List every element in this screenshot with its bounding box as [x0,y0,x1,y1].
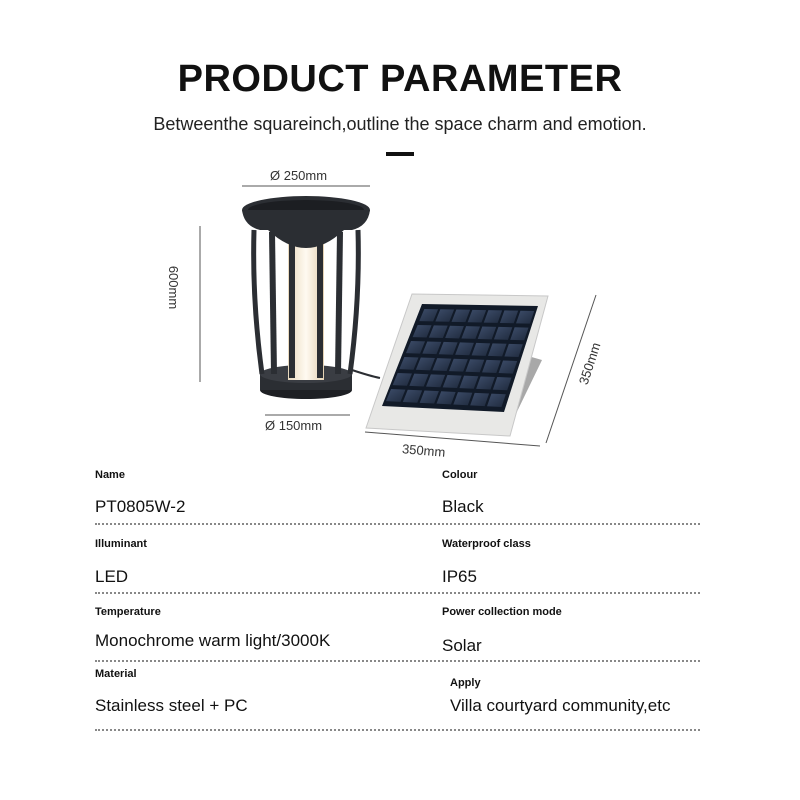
row-divider [95,729,700,731]
spec-value-colour: Black [442,497,484,516]
spec-label-material: Material [95,668,137,680]
product-figure [166,160,630,470]
panel-height-label: 350mm [575,340,604,387]
row-divider [95,523,700,525]
lamp-height-label: 600mm [166,265,182,310]
title-underline [386,152,414,156]
spec-label-apply: Apply [450,677,481,689]
spec-label-illuminant: Illuminant [95,538,147,550]
lamp-graphic [242,196,380,399]
spec-value-apply: Villa courtyard community,etc [450,696,671,715]
spec-value-name: PT0805W-2 [95,497,186,516]
spec-value-temperature: Monochrome warm light/3000K [95,631,331,650]
spec-label-power: Power collection mode [442,606,562,618]
panel-width-label: 350mm [401,441,446,460]
spec-value-waterproof: IP65 [442,567,477,586]
spec-label-name: Name [95,469,125,481]
spec-label-waterproof: Waterproof class [442,538,531,550]
row-divider [95,660,700,662]
dim-line-panel-w [365,432,540,446]
row-divider [95,592,700,594]
product-illustration [170,160,630,470]
page-subtitle: Betweenthe squareinch,outline the space charm and emotion. [153,114,647,134]
spec-value-power: Solar [442,636,482,655]
lamp-top-diameter-label: Ø 250mm [270,168,328,183]
spec-label-temperature: Temperature [95,606,161,618]
spec-value-illuminant: LED [95,567,129,586]
spec-label-colour: Colour [442,469,478,481]
spec-value-material: Stainless steel + PC [95,696,248,715]
solar-panel-graphic [366,294,548,436]
lamp-base-diameter-label: Ø 150mm [265,418,323,433]
page-title: PRODUCT PARAMETER [177,58,623,100]
